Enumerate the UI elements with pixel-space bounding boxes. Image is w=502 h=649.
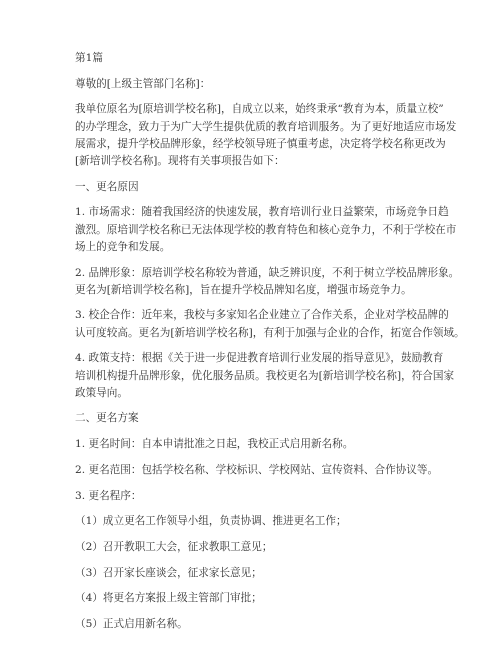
reason-line: 1. 市场需求：随着我国经济的快速发展，教育培训行业日益繁荣，市场竞争日趋	[75, 206, 449, 219]
reason-cooperation	[75, 307, 465, 341]
reason-line: 激烈。原培训学校名称已无法体现学校的教育特色和核心竞争力，不利于学校在市	[75, 223, 457, 236]
procedure-step: （1）成立更名工作领导小组，负责协调、推进更名工作；	[75, 515, 347, 528]
procedure-step: （3）召开家长座谈会，征求家长意见；	[75, 566, 262, 579]
procedure-step: （2）召开教职工大会，征求教职工意见；	[75, 540, 273, 553]
reason-line: 3. 校企合作：近年来，我校与多家知名企业建立了合作关系，企业对学校品牌的	[75, 309, 449, 322]
section-title-plan: 二、更名方案	[75, 412, 139, 425]
reason-line: 4. 政策支持：根据《关于进一步促进教育培训行业发展的指导意见》，鼓励教育	[75, 352, 444, 365]
reason-policy	[75, 350, 455, 402]
reason-line: 政策导向。	[75, 386, 128, 399]
intro-line: 展需求，提升学校品牌形象，经学校领导班子慎重考虑，决定将学校名称更改为	[75, 137, 446, 150]
reason-line: 认可度较高。更名为[新培训学校名称]，有利于加强与企业的合作，拓宽合作领域。	[75, 326, 465, 339]
reason-line: 场上的竞争和发展。	[75, 240, 171, 253]
document-header: 第1篇	[75, 52, 103, 64]
procedure-step: （5）正式启用新名称。	[75, 618, 188, 631]
reason-line: 更名为[新培训学校名称]，旨在提升学校品牌知名度，增强市场竞争力。	[75, 283, 412, 296]
plan-time: 1. 更名时间：自本申请批准之日起，我校正式启用新名称。	[75, 438, 354, 451]
reason-line: 培训机构提升品牌形象，优化服务品质。我校更名为[新培训学校名称]，符合国家	[75, 369, 455, 382]
reason-line: 2. 品牌形象：原培训学校名称较为普通，缺乏辨识度，不利于树立学校品牌形象。	[75, 266, 460, 279]
plan-scope: 2. 更名范围：包括学校名称、学校标识、学校网站、宣传资料、合作协议等。	[75, 463, 439, 476]
section-title-reasons: 一、更名原因	[75, 180, 139, 193]
salutation: 尊敬的[上级主管部门名称]：	[75, 77, 211, 90]
intro-line: [新培训学校名称]。现将有关事项报告如下：	[75, 155, 285, 168]
procedure-step: （4）将更名方案报上级主管部门审批；	[75, 592, 262, 605]
intro-paragraph	[75, 101, 457, 170]
intro-line: 我单位原名为[原培训学校名称]，自成立以来，始终秉承“教育为本，质量立校”	[75, 103, 444, 116]
reason-market	[75, 204, 457, 256]
reason-brand	[75, 265, 460, 299]
intro-line: 的办学理念，致力于为广大学生提供优质的教育培训服务。为了更好地适应市场发	[75, 120, 457, 133]
plan-procedure: 3. 更名程序：	[75, 489, 142, 502]
